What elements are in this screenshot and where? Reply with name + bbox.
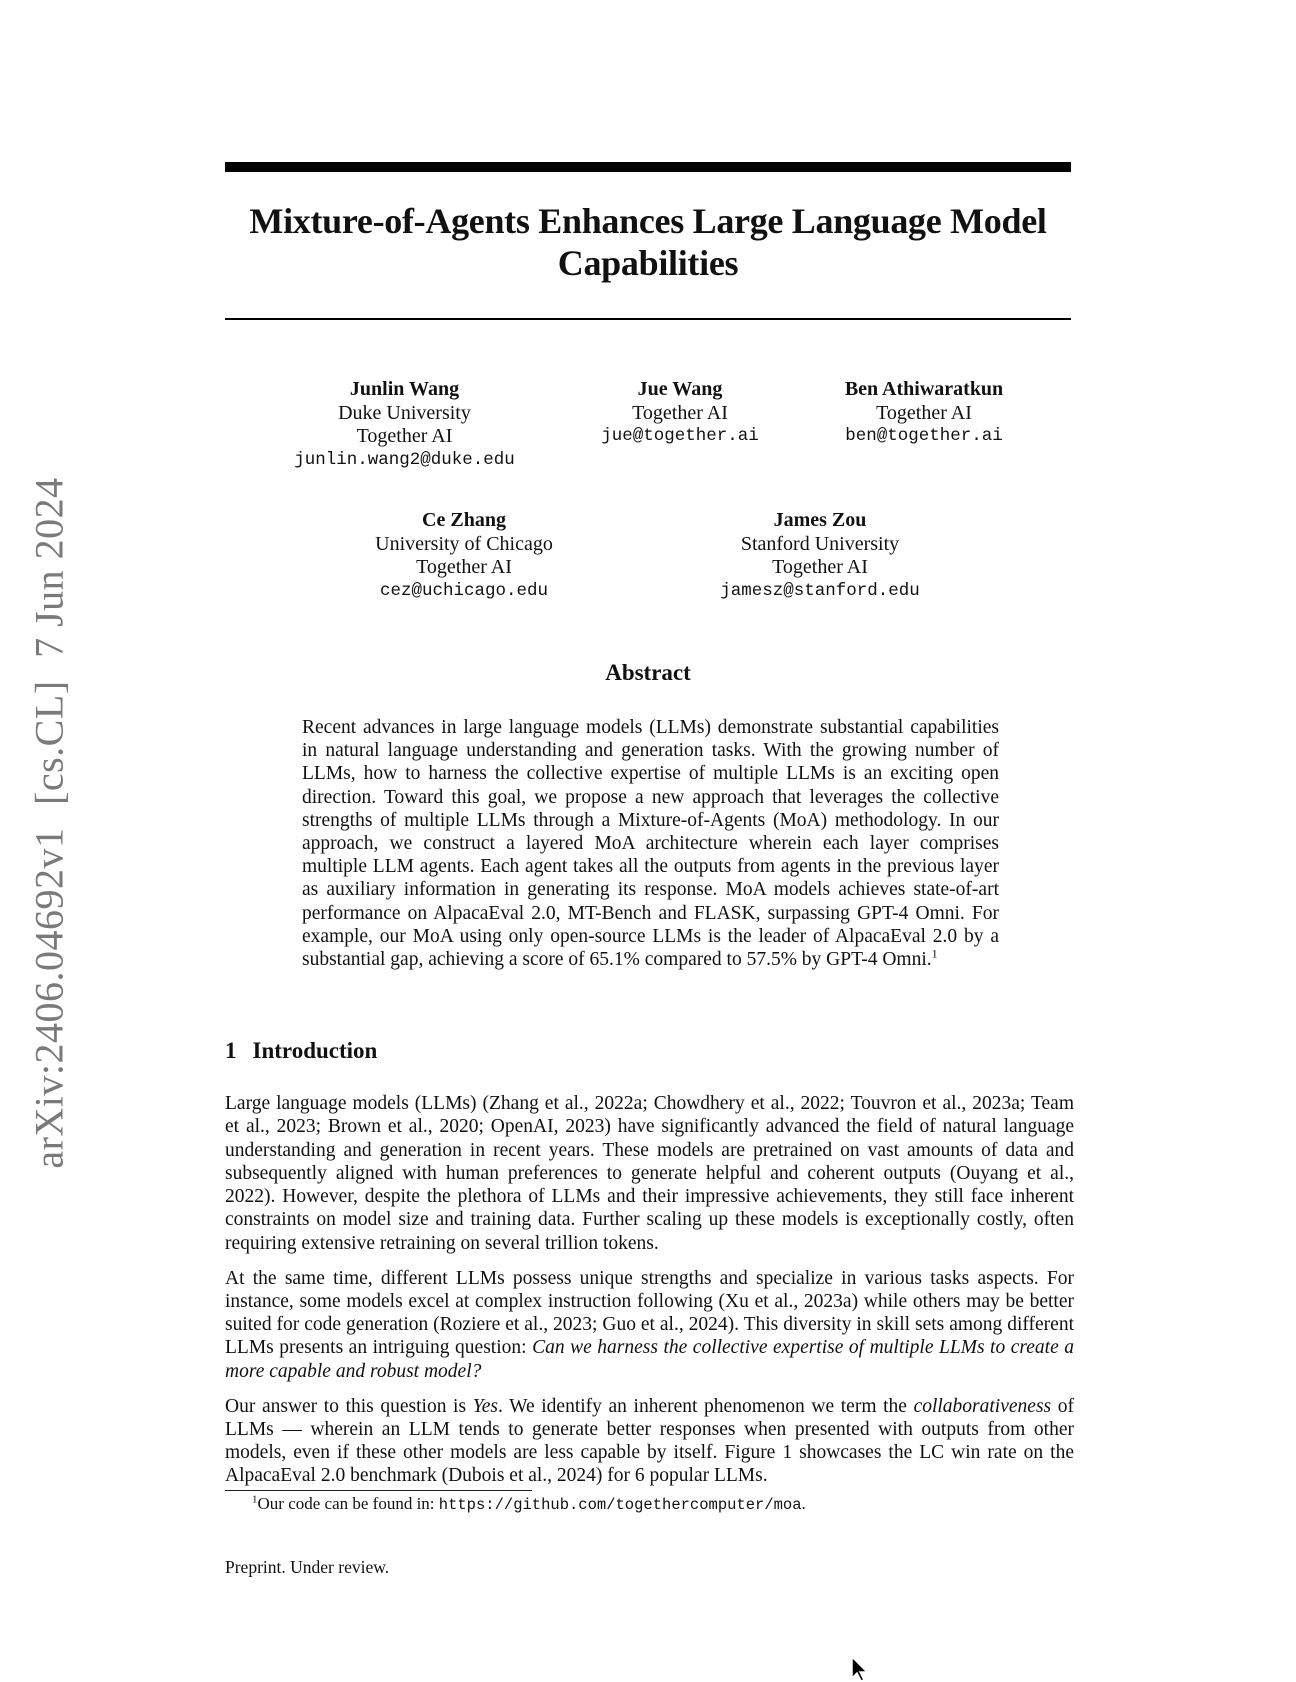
author-affiliation: Together AI: [876, 401, 972, 424]
footnote: [252, 1494, 806, 1514]
paragraph: [225, 1395, 1074, 1488]
arxiv-identifier-stamp: [26, 471, 73, 1174]
paragraph-text: Our answer to this question is: [225, 1395, 473, 1417]
paragraph-text: of LLMs — wherein an LLM tends to generate better responses when presented with outputs from other models, even if these other models are less capable by itself. Figure 1 showcases the LC win rate on the AlpacaEval 2.0 benchmark (Dubois et al., 2024) for 6 popular LLMs.: [225, 1395, 1074, 1487]
footnote-trailing: .: [801, 1494, 806, 1513]
title-line-2: Capabilities: [557, 243, 739, 283]
title-bottom-rule: [225, 318, 1071, 320]
paragraph: Large language models (LLMs) (Zhang et al., 2022a; Chowdhery et al., 2022; Touvron et al., 2023a; Team et al., 2023; Brown et al., 2020; OpenAI, 2023) have significantly advanced the field of natural language understanding and generation in recent years. These models are pretrained on vast amounts of data and subsequently aligned with human preferences to generate helpful and coherent outputs (Ouyang et al., 2022). However, despite the plethora of LLMs and their impressive achievements, they still face inherent constraints on model size and training data. Further scaling up these models is exceptionally costly, often requiring extensive retraining on several trillion tokens.: [225, 1093, 1074, 1254]
paragraph-text: At the same time, different LLMs possess unique strengths and specialize in various tasks aspects. For instance, some models excel at complex instruction following (Xu et al., 2023a) while others may be better suited for code generation (Roziere et al., 2023; Guo et al., 2024). This diversity in skill sets among different LLMs presents an intriguing question:: [225, 1267, 1074, 1359]
footnote-marker[interactable]: 1: [931, 946, 938, 961]
author-block: [269, 378, 540, 472]
author-affiliation: Stanford University: [740, 532, 900, 555]
abstract-text: [302, 716, 999, 971]
section-number: 1: [225, 1038, 237, 1063]
author-affiliation: Duke University: [338, 401, 471, 424]
paragraph-text: . We identify an inherent phenomenon we term the: [498, 1395, 914, 1417]
paper-title: [225, 200, 1071, 284]
arxiv-category: [cs.CL]: [26, 680, 72, 805]
abstract-body: Recent advances in large language models (LLMs) demonstrate substantial capabilities in natural language understanding and generation tasks. With the growing number of LLMs, how to harness the collective expertise of multiple LLMs is an exciting open direction. Toward this goal, we propose a new approach that leverages the collective strengths of multiple LLMs through a Mixture-of-Agents (MoA) methodology. In our approach, we construct a layered MoA architecture wherein each layer comprises multiple LLM agents. Each agent takes all the outputs from agents in the previous layer as auxiliary information in generating its response. MoA models achieves state-of-art performance on AlpacaEval 2.0, MT-Bench and FLASK, surpassing GPT-4 Omni. For example, our MoA using only open-source LLMs is the leader of AlpacaEval 2.0 by a substantial gap, achieving a score of 65.1% compared to 57.5% by GPT-4 Omni.: [302, 717, 999, 971]
author-block: [700, 509, 940, 603]
author-affiliation: Together AI: [632, 401, 728, 424]
author-name: James Zou: [773, 509, 867, 531]
abstract-heading: Abstract: [605, 660, 691, 685]
emphasis-term: collaborativeness: [913, 1395, 1052, 1417]
author-name: Junlin Wang: [349, 378, 460, 400]
author-block: [349, 509, 579, 603]
arxiv-id: arXiv:2406.04692v1: [26, 827, 72, 1169]
author-email[interactable]: junlin.wang2@duke.edu: [294, 449, 515, 470]
author-name: Ben Athiwaratkun: [844, 378, 1004, 400]
preprint-note: Preprint. Under review.: [225, 1557, 390, 1577]
mouse-pointer-icon: [851, 1656, 873, 1682]
author-email[interactable]: ben@together.ai: [845, 426, 1003, 446]
author-affiliation: University of Chicago: [375, 532, 553, 555]
title-top-rule: [225, 162, 1071, 172]
footnote-link[interactable]: https://github.com/togethercomputer/moa: [438, 1496, 802, 1514]
research-question: Can we harness the collective expertise of multiple LLMs to create a more capable and robust model?: [225, 1337, 1074, 1382]
introduction-body: [225, 1092, 1074, 1499]
author-name: Ce Zhang: [422, 509, 506, 531]
author-block: [580, 378, 780, 449]
paragraph: [225, 1267, 1074, 1383]
author-email[interactable]: jue@together.ai: [601, 426, 759, 446]
title-line-1: Mixture-of-Agents Enhances Large Language Model: [249, 201, 1047, 241]
footnote-number: 1: [252, 1493, 258, 1506]
author-affiliation: Together AI: [416, 556, 512, 578]
author-email[interactable]: cez@uchicago.edu: [379, 580, 549, 601]
author-block: [815, 378, 1033, 449]
arxiv-date: 7 Jun 2024: [26, 477, 72, 658]
section-heading-introduction: [225, 1038, 377, 1064]
author-affiliation: Together AI: [772, 556, 868, 578]
author-affiliation: Together AI: [356, 425, 453, 447]
author-name: Jue Wang: [637, 378, 723, 400]
section-title: Introduction: [252, 1038, 378, 1063]
footnote-text: Our code can be found in:: [257, 1494, 439, 1513]
emphasis-yes: Yes: [472, 1395, 498, 1417]
footnote-rule: [225, 1490, 532, 1491]
author-email[interactable]: jamesz@stanford.edu: [720, 580, 920, 601]
